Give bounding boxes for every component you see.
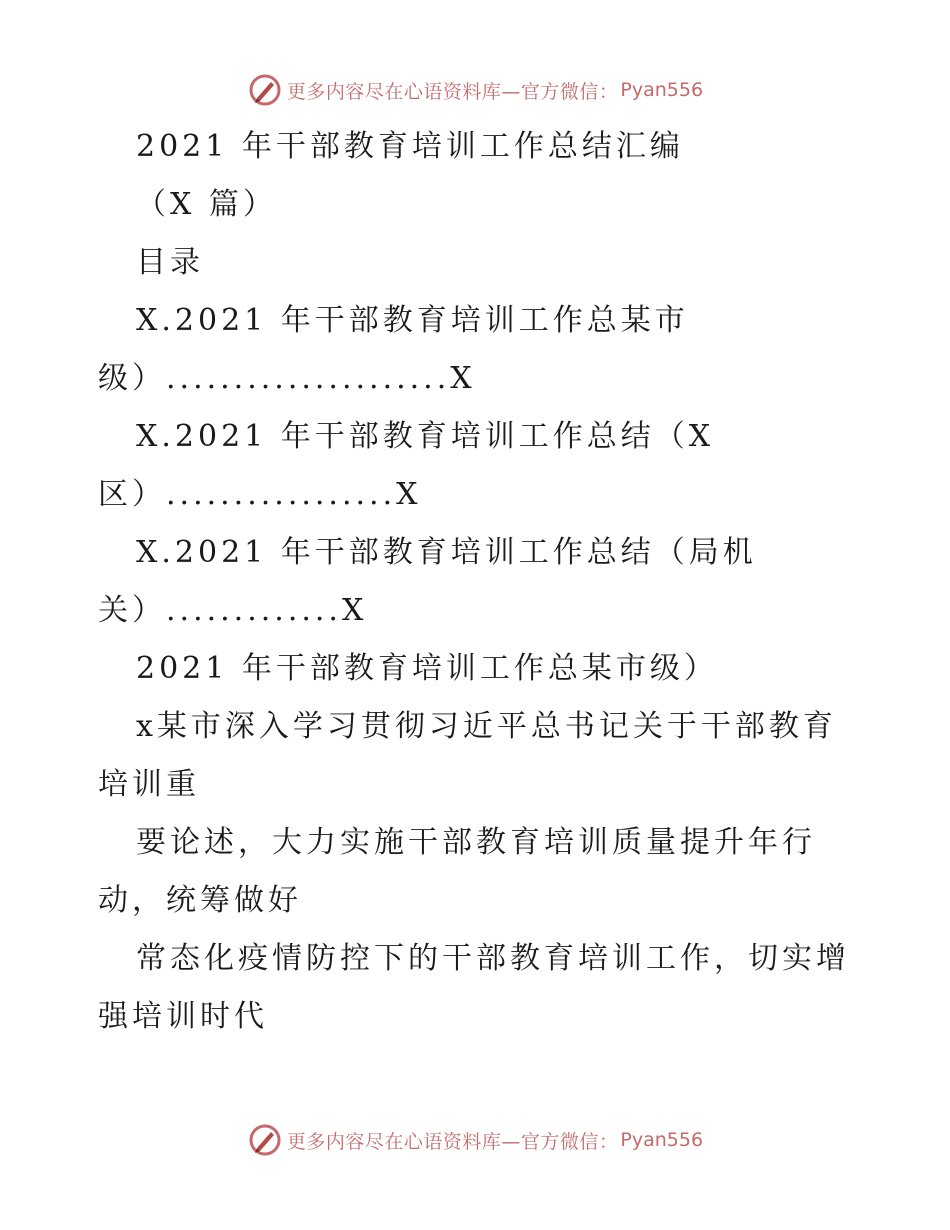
doc-title: 2021 年干部教育培训工作总结汇编 bbox=[136, 129, 684, 164]
body-paragraph-line: 动，统筹做好 bbox=[98, 883, 302, 918]
body-paragraph-line: 强培训时代 bbox=[98, 999, 268, 1034]
watermark-footer bbox=[0, 1120, 950, 1160]
toc-heading: 目录 bbox=[136, 245, 204, 280]
body-paragraph-line: 培训重 bbox=[98, 767, 200, 802]
section-heading: 2021 年干部教育培训工作总某市级） bbox=[136, 651, 718, 686]
toc-entry-1-line-2: 级）.....................X bbox=[98, 361, 476, 396]
toc-entry-3-line-1: X.2021 年干部教育培训工作总结（局机 bbox=[136, 535, 757, 570]
toc-entry-1-line-1: X.2021 年干部教育培训工作总某市 bbox=[136, 303, 689, 338]
body-paragraph-line: x某市深入学习贯彻习近平总书记关于干部教育 bbox=[136, 709, 837, 744]
watermark-text: 更多内容尽在心语资料库—官方微信： bbox=[286, 80, 619, 103]
body-paragraph-line: 常态化疫情防控下的干部教育培训工作，切实增 bbox=[136, 941, 850, 976]
pen-logo-icon bbox=[247, 1122, 283, 1158]
watermark-handle: Pyan556 bbox=[620, 79, 704, 101]
watermark-text: 更多内容尽在心语资料库—官方微信： bbox=[286, 1130, 619, 1153]
document-body bbox=[98, 118, 858, 1046]
pen-logo-icon bbox=[247, 72, 283, 108]
watermark-header bbox=[0, 70, 950, 110]
toc-entry-2-line-2: 区）.................X bbox=[98, 477, 422, 512]
toc-entry-2-line-1: X.2021 年干部教育培训工作总结（X bbox=[136, 419, 715, 454]
toc-entry-3-line-2: 关）.............X bbox=[98, 593, 368, 628]
body-paragraph-line: 要论述，大力实施干部教育培训质量提升年行 bbox=[136, 825, 816, 860]
doc-subtitle: （X 篇） bbox=[136, 187, 277, 222]
watermark-handle: Pyan556 bbox=[620, 1129, 704, 1151]
